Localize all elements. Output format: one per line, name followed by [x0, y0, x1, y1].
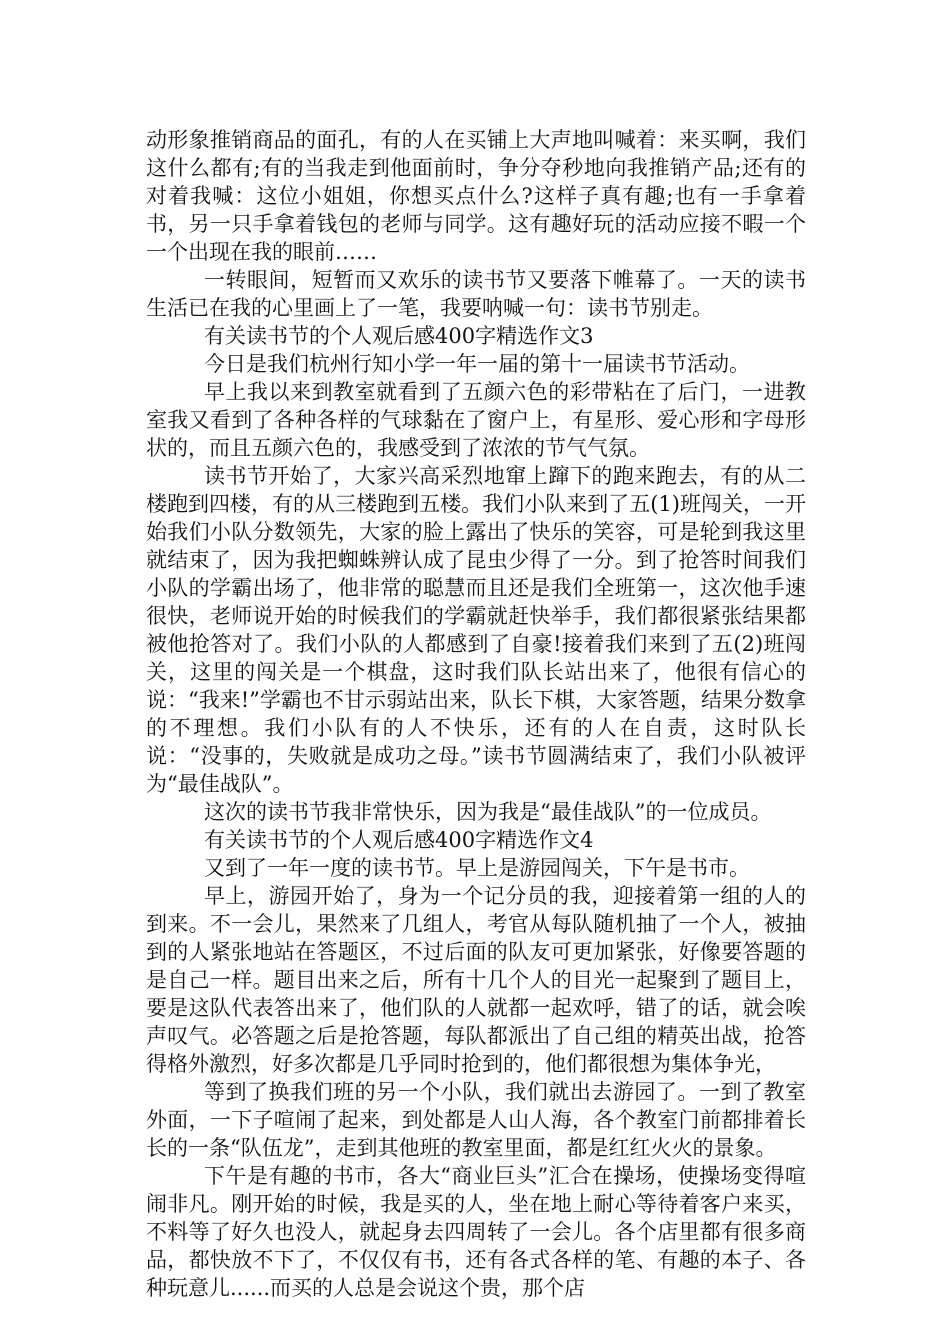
paragraph: 又到了一年一度的读书节。早上是游园闯关，下午是书市。 — [204, 856, 750, 880]
paragraph: 早上，游园开始了，身为一个记分员的我，迎接着第一组的人的到来。不一会儿，果然来了几组人，考官从每队随机抽了一个人，被抽到的人紧张地站在答题区，不过后面的队友可更加紧张，好像要答题的是自己一样。题目出来之后，所有十几个人的目光一起聚到了题目上，要是这队代表答出来了，他们队的人就都一起欢呼，错了的话，就会唉声叹气。必答题之后是抢答题，每队都派出了自己组的精英出战，抢答得格外激烈，好多次都是几乎同时抢到的，他们都很想为集体争光， — [146, 884, 806, 1076]
essay-heading: 有关读书节的个人观后感400字精选作文4 — [204, 828, 594, 852]
paragraph: 读书节开始了，大家兴高采烈地窜上蹿下的跑来跑去，有的从二楼跑到四楼，有的从三楼跑到五楼。我们小队来到了五(1)班闯关，一开始我们小队分数领先，大家的脸上露出了快乐的笑容，可是轮到我这里就结束了，因为我把蜘蛛辨认成了昆虫少得了一分。到了抢答时间我们小队的学霸出场了，他非常的聪慧而且还是我们全班第一，这次他手速很快，老师说开始的时候我们的学霸就赶快举手，我们都很紧张结果都被他抢答对了。我们小队的人都感到了自豪!接着我们来到了五(2)班闯关，这里的闯关是一个棋盘，这时我们队长站出来了，他很有信心的说：“我来!”学霸也不甘示弱站出来，队长下棋，大家答题，结果分数拿的不理想。我们小队有的人不快乐，还有的人在自责，这时队长说：“没事的，失败就是成功之母。”读书节圆满结束了，我们小队被评为“最佳战队”。 — [146, 464, 806, 796]
paragraph: 动形象推销商品的面孔，有的人在买铺上大声地叫喊着：来买啊，我们这什么都有;有的当我走到他面前时，争分夺秒地向我推销产品;还有的对着我喊：这位小姐姐，你想买点什么?这样子真有趣;也有一手拿着书，另一只手拿着钱包的老师与同学。这有趣好玩的活动应接不暇一个一个出现在我的眼前…… — [146, 128, 806, 264]
paragraph: 下午是有趣的书市，各大“商业巨头”汇合在操场，使操场变得喧闹非凡。刚开始的时候，我是买的人，坐在地上耐心等待着客户来买，不料等了好久也没人，就起身去四周转了一会儿。各个店里都有很多商品，都快放不下了，不仅仅有书，还有各式各样的笔、有趣的本子、各种玩意儿......而买的人总是会说这个贵，那个店 — [146, 1164, 806, 1300]
paragraph: 早上我以来到教室就看到了五颜六色的彩带粘在了后门，一进教室我又看到了各种各样的气球黏在了窗户上，有星形、爱心形和字母形状的，而且五颜六色的，我感受到了浓浓的节气气氛。 — [146, 380, 806, 460]
paragraph: 一转眼间，短暂而又欢乐的读书节又要落下帷幕了。一天的读书生活已在我的心里画上了一笔，我要呐喊一句：读书节别走。 — [146, 268, 806, 320]
essay-heading: 有关读书节的个人观后感400字精选作文3 — [204, 324, 594, 348]
paragraph: 等到了换我们班的另一个小队，我们就出去游园了。一到了教室外面，一下子喧闹了起来，到处都是人山人海，各个教室门前都排着长长的一条“队伍龙”，走到其他班的教室里面，都是红红火火的景象。 — [146, 1080, 806, 1160]
paragraph: 今日是我们杭州行知小学一年一届的第十一届读书节活动。 — [204, 352, 750, 376]
document-body — [146, 126, 806, 1302]
paragraph: 这次的读书节我非常快乐，因为我是“最佳战队”的一位成员。 — [204, 800, 772, 824]
